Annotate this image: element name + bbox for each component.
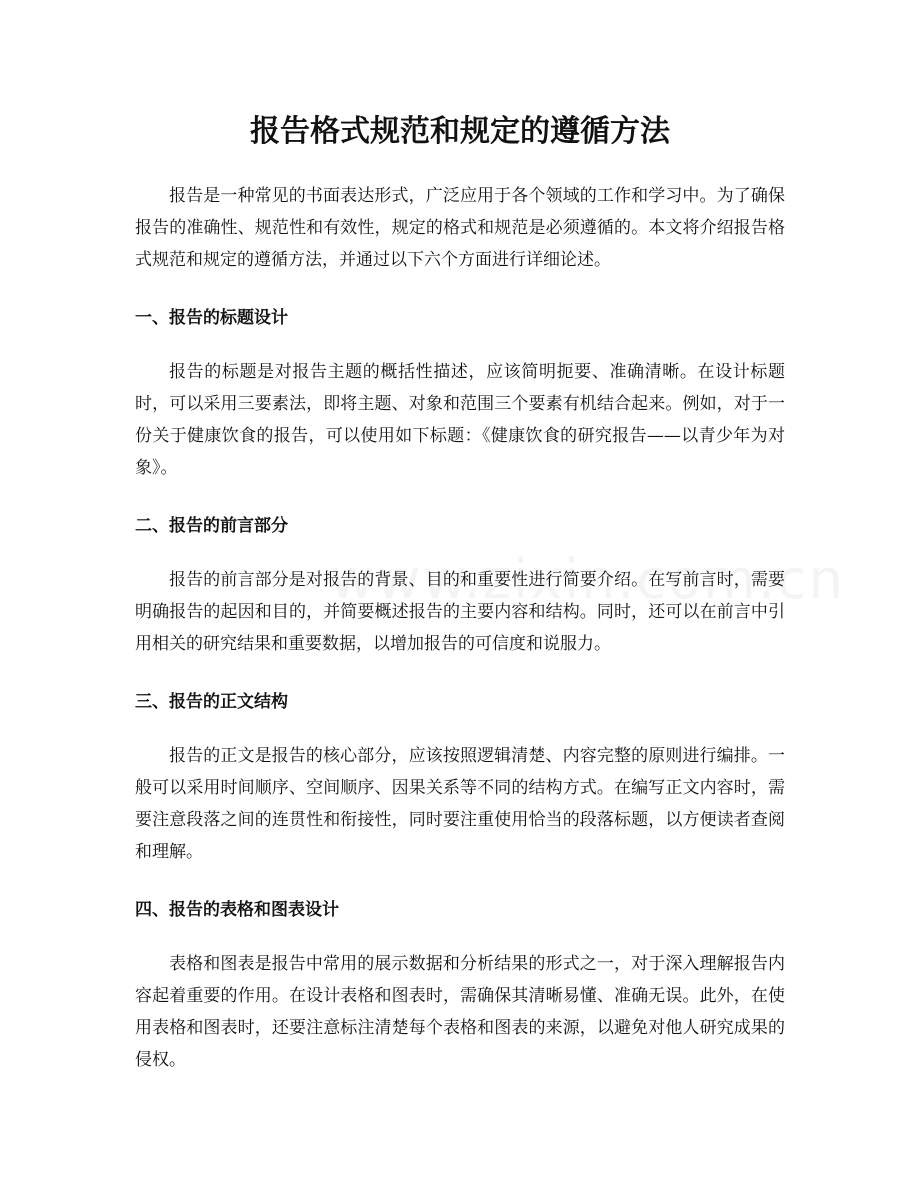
section-heading-4: 四、报告的表格和图表设计 — [135, 900, 339, 920]
document-title: 报告格式规范和规定的遵循方法 — [250, 114, 670, 149]
section-paragraph-1: 报告的标题是对报告主题的概括性描述，应该简明扼要、准确清晰。在设计标题时，可以采用三要素法，即将主题、对象和范围三个要素有机结合起来。例如，对于一份关于健康饮食的报告，可以使用如下标题：《健康饮食的研究报告——以青少年为对象》。 — [135, 362, 785, 478]
section-heading-2: 二、报告的前言部分 — [135, 516, 288, 536]
intro-paragraph: 报告是一种常见的书面表达形式，广泛应用于各个领域的工作和学习中。为了确保报告的准确性、规范性和有效性，规定的格式和规范是必须遵循的。本文将介绍报告格式规范和规定的遵循方法，并通过以下六个方面进行详细论述。 — [135, 186, 785, 270]
section-paragraph-3: 报告的正文是报告的核心部分，应该按照逻辑清楚、内容完整的原则进行编排。一般可以采用时间顺序、空间顺序、因果关系等不同的结构方式。在编写正文内容时，需要注意段落之间的连贯性和衔接性，同时要注重使用恰当的段落标题，以方便读者查阅和理解。 — [135, 746, 785, 862]
section-paragraph-4: 表格和图表是报告中常用的展示数据和分析结果的形式之一，对于深入理解报告内容起着重要的作用。在设计表格和图表时，需确保其清晰易懂、准确无误。此外，在使用表格和图表时，还要注意标注清楚每个表格和图表的来源，以避免对他人研究成果的侵权。 — [135, 954, 785, 1070]
section-heading-3: 三、报告的正文结构 — [135, 692, 288, 712]
document-body — [135, 180, 785, 1076]
section-heading-1: 一、报告的标题设计 — [135, 308, 288, 328]
section-paragraph-2: 报告的前言部分是对报告的背景、目的和重要性进行简要介绍。在写前言时，需要明确报告的起因和目的，并简要概述报告的主要内容和结构。同时，还可以在前言中引用相关的研究结果和重要数据，以增加报告的可信度和说服力。 — [135, 570, 785, 654]
